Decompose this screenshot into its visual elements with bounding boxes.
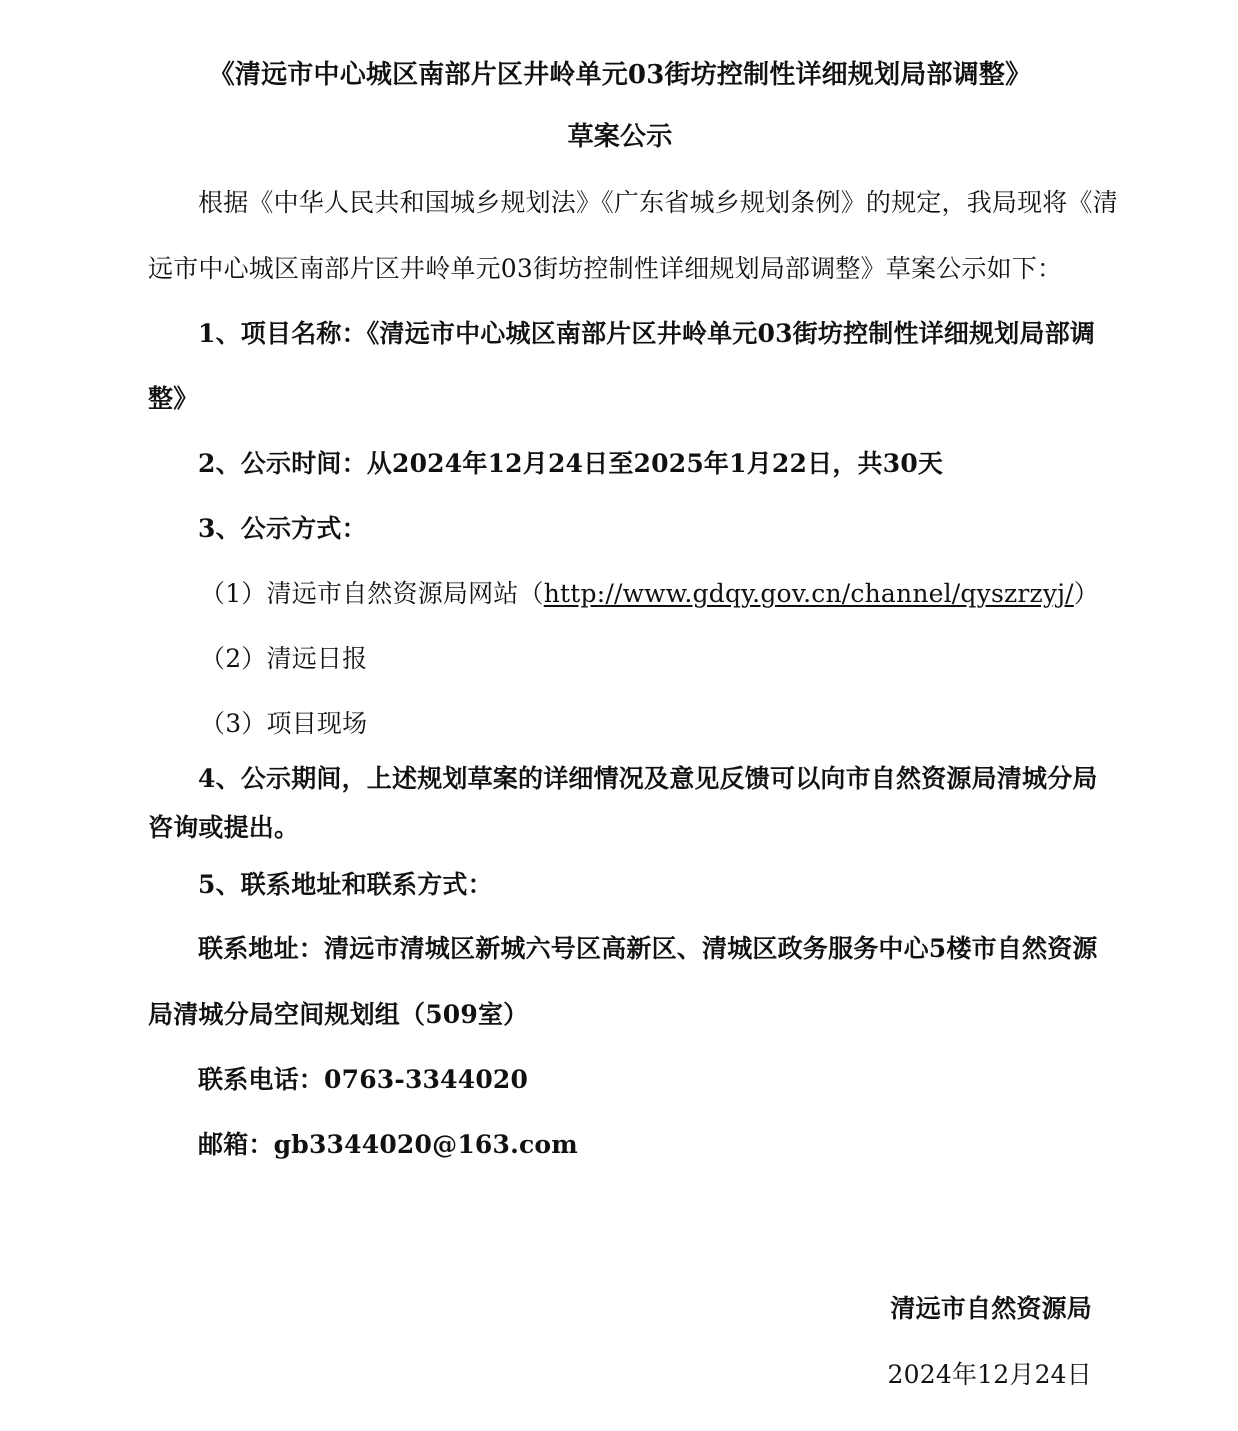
project-name-line1: 1、项目名称：《清远市中心城区南部片区井岭单元03街坊控制性详细规划局部调	[198, 319, 1096, 348]
notice-method-newspaper: （2）清远日报	[200, 644, 368, 673]
signature-organization: 清远市自然资源局	[890, 1294, 1092, 1323]
document-page	[148, 0, 1118, 1431]
intro-paragraph-line1: 根据《中华人民共和国城乡规划法》《广东省城乡规划条例》的规定，我局现将《清	[198, 188, 1118, 217]
notice-method-site: （3）项目现场	[200, 709, 368, 738]
notice-period: 2、公示时间：从2024年12月24日至2025年1月22日，共30天	[198, 449, 944, 478]
project-name-line2: 整》	[148, 384, 199, 413]
contact-heading: 5、联系地址和联系方式：	[198, 870, 493, 899]
feedback-line2: 咨询或提出。	[148, 813, 300, 842]
feedback-line1: 4、公示期间，上述规划草案的详细情况及意见反馈可以向市自然资源局清城分局	[198, 764, 1098, 793]
contact-phone: 联系电话：0763-3344020	[198, 1065, 529, 1094]
signature-date: 2024年12月24日	[887, 1360, 1092, 1389]
contact-address-line2: 局清城分局空间规划组（509室）	[148, 1000, 529, 1029]
contact-email: 邮箱：gb3344020@163.com	[198, 1130, 578, 1159]
contact-address-line1: 联系地址：清远市清城区新城六号区高新区、清城区政务服务中心5楼市自然资源	[198, 934, 1098, 963]
website-suffix: ）	[1073, 579, 1099, 608]
notice-method-website	[148, 576, 1099, 612]
website-link[interactable]: http://www.gdqy.gov.cn/channel/qyszrzyj/	[543, 579, 1074, 608]
website-prefix: （1）清远市自然资源局网站（	[200, 579, 544, 608]
document-title-line1: 《清远市中心城区南部片区井岭单元03街坊控制性详细规划局部调整》	[208, 60, 1032, 90]
notice-method-heading: 3、公示方式：	[198, 514, 367, 543]
document-title-line2: 草案公示	[567, 122, 673, 152]
intro-paragraph-line2: 远市中心城区南部片区井岭单元03街坊控制性详细规划局部调整》草案公示如下：	[148, 254, 1063, 283]
